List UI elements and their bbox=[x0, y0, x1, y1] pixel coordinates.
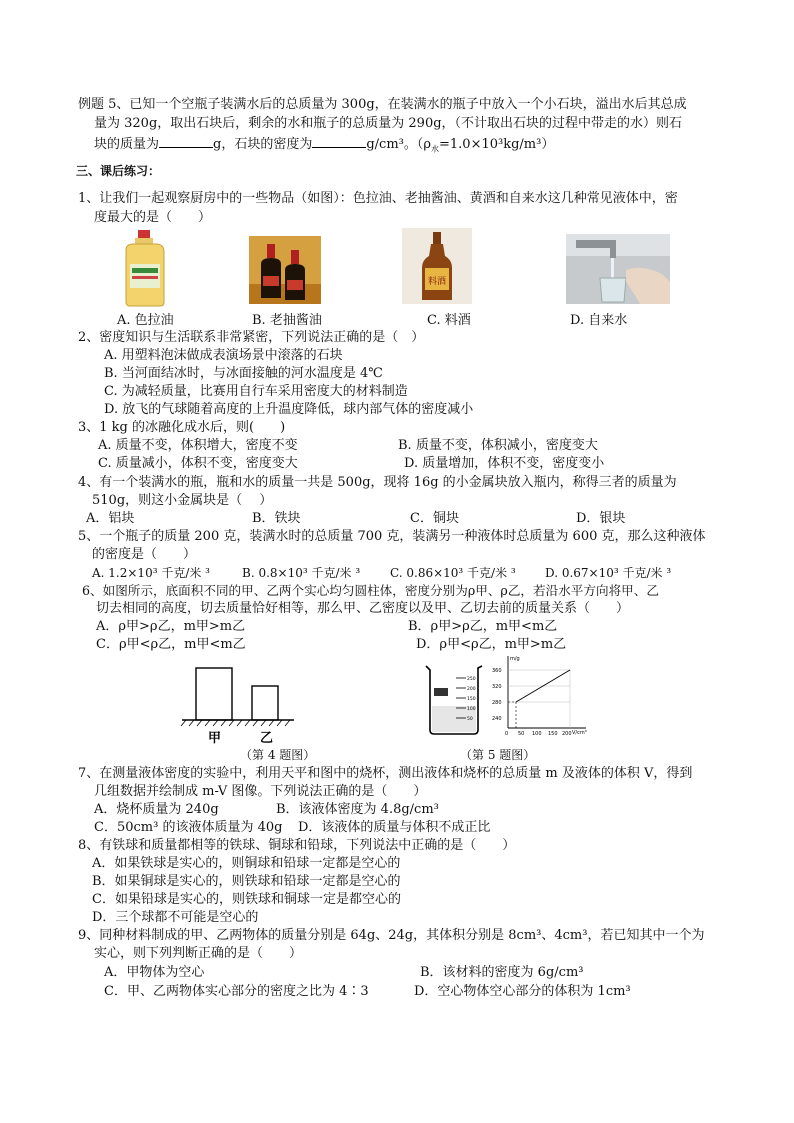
cylinder-yi bbox=[252, 686, 278, 720]
q7-option-d[interactable]: D．该液体的质量与体积不成正比 bbox=[298, 820, 491, 835]
beaker-mark-100: 100 bbox=[467, 707, 476, 712]
q9-line2: 实心，则下列判断正确的是（ ） bbox=[94, 946, 303, 961]
q3-option-c[interactable]: C. 质量减小，体积不变，密度变大 bbox=[98, 456, 298, 471]
q2-option-d[interactable]: D. 放飞的气球随着高度的上升温度降低，球内部气体的密度减小 bbox=[104, 402, 474, 417]
q5-option-a[interactable]: A. 1.2×10³ 千克/米 ³ bbox=[92, 566, 210, 580]
figure-5-caption: （第 5 题图） bbox=[460, 748, 536, 762]
beaker-mark-50: 50 bbox=[467, 717, 473, 722]
q3-option-a[interactable]: A. 质量不变，体积增大，密度不变 bbox=[98, 438, 298, 453]
q5-line2: 的密度是（ ） bbox=[92, 547, 197, 562]
q1-option-b[interactable]: B. 老抽酱油 bbox=[252, 313, 322, 328]
x-tick-200: 200 bbox=[562, 731, 572, 737]
x-tick-0: 0 bbox=[505, 731, 509, 737]
q3-stem: 3、1 kg 的冰融化成水后，则( ) bbox=[78, 420, 286, 435]
wine-label-text: 料酒 bbox=[427, 277, 447, 287]
q7-line1: 7、在测量液体密度的实验中，利用天平和图中的烧杯，测出液体和烧杯的总质量 m 及液体的体积 V，得到 bbox=[78, 766, 693, 781]
ground-hatching bbox=[181, 720, 290, 726]
q4-option-d[interactable]: D．银块 bbox=[576, 511, 626, 526]
q7-line2: 几组数据并绘制成 m-V 图像。下列说法正确的是（ ） bbox=[94, 784, 427, 799]
q7-option-a[interactable]: A．烧杯质量为 240g bbox=[94, 802, 219, 817]
cooking-wine-image bbox=[402, 228, 472, 304]
label-yi: 乙 bbox=[260, 731, 274, 746]
q2-stem: 2、密度知识与生活联系非常紧密，下列说法正确的是（ ） bbox=[78, 330, 425, 345]
q1-line1: 1、让我们一起观察厨房中的一些物品（如图）：色拉油、老抽酱油、黄酒和自来水这几种常见液体中，密 bbox=[78, 191, 678, 206]
q1-line2: 度最大的是（ ） bbox=[94, 210, 212, 225]
ex5-text-b: g，石块的密度为 bbox=[213, 137, 313, 152]
cylinder-jia bbox=[196, 668, 232, 720]
q1-option-d[interactable]: D. 自来水 bbox=[570, 313, 628, 328]
ex5-line2: 量为 320g，取出石块后，剩余的水和瓶子的总质量为 290g，（不计取出石块的过程中带走的水）则石 bbox=[94, 116, 683, 131]
q6-option-b[interactable]: B．ρ甲>ρ乙，m甲<m乙 bbox=[408, 619, 558, 634]
q9-option-d[interactable]: D．空心物体空心部分的体积为 1cm³ bbox=[414, 984, 631, 999]
q4-line2: 510g，则这小金属块是（ ） bbox=[92, 493, 273, 508]
q7-option-b[interactable]: B．该液体密度为 4.8g/cm³ bbox=[276, 802, 439, 817]
section-title: 三、课后练习： bbox=[76, 164, 161, 178]
q4-line1: 4、有一个装满水的瓶，瓶和水的质量一共是 500g，现将 16g 的小金属块放入瓶内，称得三者的质量为 bbox=[78, 475, 677, 490]
q5-option-b[interactable]: B. 0.8×10³ 千克/米 ³ bbox=[242, 566, 361, 580]
q4-option-b[interactable]: B．铁块 bbox=[252, 511, 301, 526]
q8-option-b[interactable]: B．如果铜球是实心的，则铁球和铅球一定都是空心的 bbox=[92, 874, 401, 889]
figure-5-graph bbox=[488, 652, 590, 738]
q2-option-a[interactable]: A. 用塑料泡沫做成表演场景中滚落的石块 bbox=[104, 348, 343, 363]
q8-option-d[interactable]: D．三个球都不可能是空心的 bbox=[92, 910, 259, 925]
figure-5-beaker bbox=[420, 660, 490, 738]
q4-option-c[interactable]: C．铜块 bbox=[410, 511, 459, 526]
ex5-text-a: 块的质量为 bbox=[94, 137, 160, 152]
graph-gridlines bbox=[508, 670, 570, 728]
q2-option-c[interactable]: C. 为减轻质量，比赛用自行车采用密度大的材料制造 bbox=[104, 384, 408, 399]
x-tick-150: 150 bbox=[548, 731, 558, 737]
ex5-line1: 例题 5、已知一个空瓶子装满水后的总质量为 300g，在装满水的瓶子中放入一个小石块，溢出水后其总成 bbox=[78, 97, 687, 112]
y-tick-280: 280 bbox=[492, 700, 502, 706]
q8-option-c[interactable]: C．如果铅球是实心的，则铁球和铜球一定是都空心的 bbox=[92, 892, 401, 907]
answer-blank-density[interactable] bbox=[312, 134, 366, 148]
q1-option-c[interactable]: C. 料酒 bbox=[427, 313, 471, 328]
x-tick-100: 100 bbox=[532, 731, 542, 737]
q8-stem: 8、有铁球和质量都相等的铁球、铜球和铅球，下列说法中正确的是（ ） bbox=[78, 838, 516, 853]
label-jia: 甲 bbox=[208, 731, 222, 746]
q9-option-b[interactable]: B．该材料的密度为 6g/cm³ bbox=[420, 965, 584, 980]
ex5-line3 bbox=[94, 134, 554, 154]
q9-option-c[interactable]: C．甲、乙两物体实心部分的密度之比为 4∶3 bbox=[104, 984, 369, 999]
q6-line2: 切去相同的高度，切去质量恰好相等，那么甲、乙密度以及甲、乙切去前的质量关系（ ） bbox=[96, 601, 630, 616]
beaker-mark-200: 200 bbox=[467, 687, 476, 692]
q7-option-c[interactable]: C．50cm³ 的该液体质量为 40g bbox=[94, 820, 283, 835]
q8-option-a[interactable]: A．如果铁球是实心的，则铜球和铅球一定都是空心的 bbox=[92, 856, 401, 871]
y-tick-240: 240 bbox=[492, 716, 502, 722]
graph-x-label: V/cm³ bbox=[572, 730, 587, 736]
q6-option-c[interactable]: C．ρ甲<ρ乙，m甲<m乙 bbox=[96, 637, 246, 652]
beaker-mark-150: 150 bbox=[467, 697, 476, 702]
figure-4-cylinders bbox=[178, 660, 298, 746]
beaker-mark-250: 250 bbox=[467, 677, 476, 682]
q3-option-d[interactable]: D. 质量增加，体积不变，密度变小 bbox=[404, 456, 605, 471]
ex5-water-sub: 水 bbox=[431, 144, 440, 154]
q9-option-a[interactable]: A．甲物体为空心 bbox=[104, 965, 205, 980]
q6-option-a[interactable]: A．ρ甲>ρ乙，m甲>m乙 bbox=[96, 619, 246, 634]
q5-option-d[interactable]: D. 0.67×10³ 千克/米 ³ bbox=[545, 566, 672, 580]
x-tick-50: 50 bbox=[518, 731, 525, 737]
q2-option-b[interactable]: B. 当河面结冰时，与冰面接触的河水温度是 4℃ bbox=[104, 366, 383, 381]
ex5-text-d: =1.0×10³kg/m³） bbox=[439, 137, 555, 152]
ex5-text-c: g/cm³。（ρ bbox=[366, 137, 432, 152]
figure-4-caption: （第 4 题图） bbox=[240, 748, 316, 762]
q5-line1: 5、一个瓶子的质量 200 克，装满水时的总质量 700 克，装满另一种液体时总质量为 600 克，那么这种液体 bbox=[78, 529, 706, 544]
q3-option-b[interactable]: B. 质量不变，体积减小，密度变大 bbox=[398, 438, 598, 453]
q4-option-a[interactable]: A．铝块 bbox=[86, 511, 135, 526]
tap-water-image bbox=[566, 234, 670, 304]
q9-line1: 9、同种材料制成的甲、乙两物体的质量分别是 64g、24g，其体积分别是 8cm³、4cm³，若已知其中一个为 bbox=[78, 928, 705, 943]
q6-option-d[interactable]: D．ρ甲<ρ乙，m甲>m乙 bbox=[416, 637, 567, 652]
soy-sauce-image bbox=[249, 236, 321, 304]
q1-option-a[interactable]: A. 色拉油 bbox=[117, 313, 174, 328]
q5-option-c[interactable]: C. 0.86×10³ 千克/米 ³ bbox=[390, 566, 516, 580]
y-tick-360: 360 bbox=[492, 668, 502, 674]
graph-y-label: m/g bbox=[510, 656, 520, 662]
y-tick-320: 320 bbox=[492, 684, 502, 690]
answer-blank-mass[interactable] bbox=[159, 134, 213, 148]
oil-bottle-image bbox=[118, 228, 170, 308]
q6-line1: 6、如图所示，底面积不同的甲、乙两个实心均匀圆柱体，密度分别为ρ甲、ρ乙，若沿水平方向将甲、乙 bbox=[82, 583, 659, 598]
